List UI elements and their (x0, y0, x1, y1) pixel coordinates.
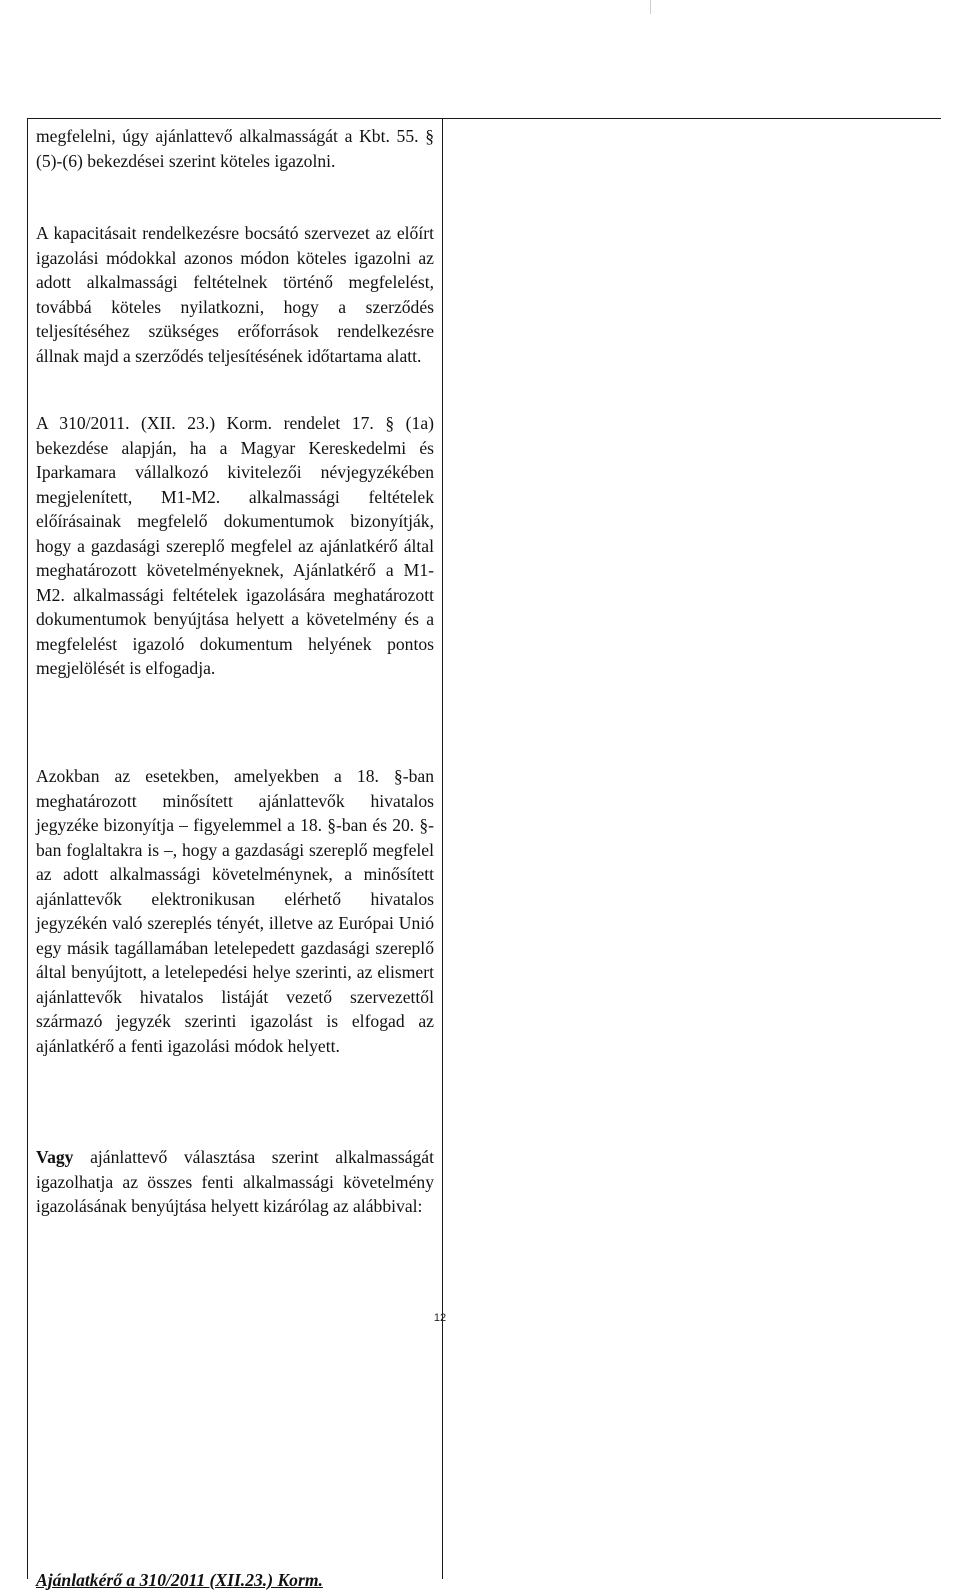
paragraph-suitability-certification: megfelelni, úgy ajánlattevő alkalmasságát a Kbt. 55. § (5)-(6) bekezdései szerint köteles igazolni. (36, 126, 434, 171)
paragraph-qualified-tenderers-list: Azokban az esetekben, amelyekben a 18. §-ban meghatározott minősített ajánlattevők hivatalos jegyzéke bizonyítja – figyelemmel a 18. §-ban és 20. §-ban foglaltakra is –, hogy a gazdasági szereplő megfelel az adott alkalmassági követelménynek, a minősített ajánlattevők elektronikusan elérhető hivatalos jegyzékén való szereplés tényét, illetve az Európai Unió egy másik tagállamában letelepedett gazdasági szereplő által benyújtott, a letelepedési helye szerinti, az elismert ajánlattevők hivatalos listáját vezető szervezettől származó jegyzék szerinti igazolást is elfogad az ajánlatkérő a fenti igazolási módok helyett. (36, 766, 434, 1056)
paragraph-chamber-register: A 310/2011. (XII. 23.) Korm. rendelet 17. § (1a) bekezdése alapján, ha a Magyar Kereskedelmi és Iparkamara vállalkozó kivitelezői névjegyzékében megjelenített, M1-M2. alkalmassági feltételek előírásainak megfelelő dokumentumok bizonyítják, hogy a gazdasági szereplő megfelel az ajánlatkérő által meghatározott követelményeknek, Ajánlatkérő a M1-M2. alkalmassági feltételek igazolására meghatározott dokumentumok benyújtása helyett a követelmény és a megfelelést igazoló dokumentum helyének pontos megjelölését is elfogadja. (36, 413, 434, 678)
page-number: 12 (433, 1312, 447, 1324)
paragraph-capacity-organization: A kapacitásait rendelkezésre bocsátó szervezet az előírt igazolási módokkal azonos módon köteles igazolni az adott alkalmassági feltételnek történő megfelelést, továbbá köteles nyilatkozni, hogy a szerződés teljesítéséhez szükséges erőforrások rendelkezésre állnak majd a szerződés teljesítésének időtartama alatt. (36, 223, 434, 366)
paragraph-alternative-certification (36, 1145, 434, 1219)
paragraph-lead-word: Vagy (36, 1147, 74, 1167)
paragraph-heading-regulation: Ajánlatkérő a 310/2011 (XII.23.) Korm. (36, 1570, 323, 1590)
table-top-border-right (441, 118, 941, 119)
paragraph-body-text: ajánlattevő választása szerint alkalmasságát igazolhatja az összes fenti alkalmassági követelmény igazolásának benyújtása helyett kizárólag az alábbival: (36, 1147, 434, 1216)
scan-artifact-mark (650, 0, 651, 14)
